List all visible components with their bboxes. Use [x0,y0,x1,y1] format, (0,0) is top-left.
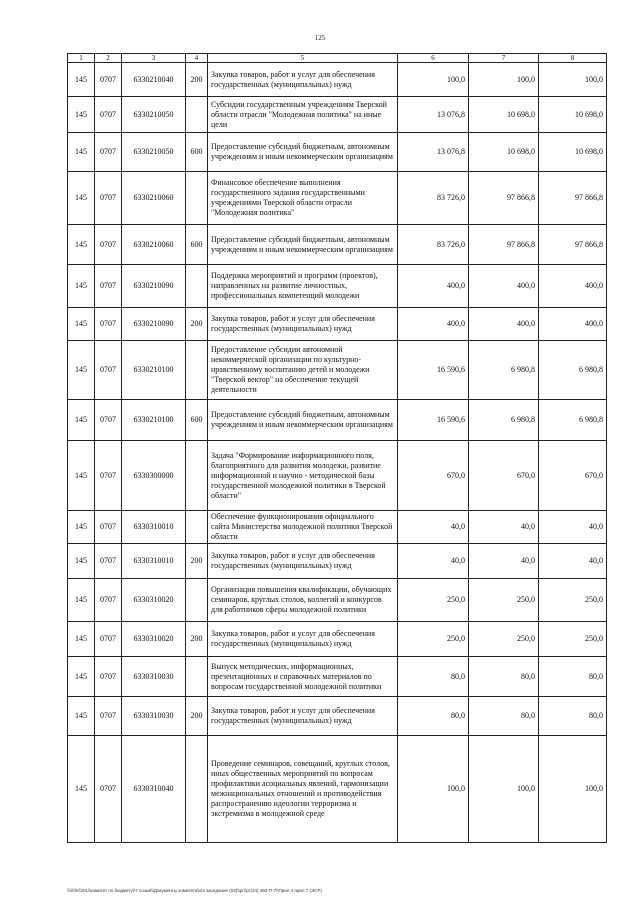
description: Предоставление субсидии автономной некоммерческой организации по культурно-нравственному воспитанию детей и молодежи "Тверской вектор" на обеспечение текущей деятельности [208,341,398,400]
amount-col6: 250,0 [398,579,469,622]
description: Обеспечение функционирования официального сайта Министерства молодежной политики Тверской области [208,511,398,544]
amount-col8: 400,0 [539,265,607,308]
expense-type-code: 600 [186,133,208,172]
column-number-2: 2 [95,54,122,63]
footer-file-path: \\\\\\fs\\\\01\\комитет по бюджету\\7 созыв\\Документы комитета\\24 заседание (04)\\рг\\рг(24) 450-П-7\\Прил 4 прил 7 (ЭСР) [67,888,322,893]
admin-code: 145 [68,400,95,441]
table-row [68,172,607,225]
table-row [68,308,607,341]
amount-col8: 10 698,0 [539,97,607,133]
section-code: 0707 [95,97,122,133]
target-article-code: 6330210040 [122,63,186,97]
amount-col6: 16 590,6 [398,341,469,400]
table-row [68,225,607,265]
amount-col6: 670,0 [398,441,469,511]
column-number-5: 5 [208,54,398,63]
admin-code: 145 [68,657,95,697]
amount-col7: 400,0 [469,308,539,341]
admin-code: 145 [68,265,95,308]
target-article-code: 6330310040 [122,736,186,843]
amount-col8: 400,0 [539,308,607,341]
page-number: 125 [314,34,326,42]
table-row [68,441,607,511]
expense-type-code: 600 [186,400,208,441]
amount-col8: 670,0 [539,441,607,511]
amount-col6: 400,0 [398,308,469,341]
admin-code: 145 [68,622,95,657]
amount-col6: 13 076,8 [398,97,469,133]
section-code: 0707 [95,265,122,308]
description: Закупка товаров, работ и услуг для обеспечения государственных (муниципальных) нужд [208,697,398,736]
description: Выпуск методических, информационных, презентационных и справочных материалов по вопросам государственной молодежной политики [208,657,398,697]
expense-type-code [186,657,208,697]
table-row [68,341,607,400]
amount-col8: 40,0 [539,544,607,579]
section-code: 0707 [95,511,122,544]
table-row [68,697,607,736]
expense-type-code: 600 [186,225,208,265]
amount-col7: 80,0 [469,657,539,697]
expense-type-code [186,736,208,843]
column-number-4: 4 [186,54,208,63]
target-article-code: 6330210100 [122,341,186,400]
section-code: 0707 [95,736,122,843]
column-number-6: 6 [398,54,469,63]
budget-table [67,53,607,843]
admin-code: 145 [68,341,95,400]
description: Предоставление субсидий бюджетным, автономным учреждениям и иным некоммерческим организациям [208,400,398,441]
column-number-8: 8 [539,54,607,63]
target-article-code: 6330210060 [122,172,186,225]
amount-col7: 40,0 [469,544,539,579]
expense-type-code: 200 [186,622,208,657]
admin-code: 145 [68,441,95,511]
table-row [68,579,607,622]
table-row [68,63,607,97]
column-number-3: 3 [122,54,186,63]
amount-col7: 250,0 [469,622,539,657]
section-code: 0707 [95,622,122,657]
description: Закупка товаров, работ и услуг для обеспечения государственных (муниципальных) нужд [208,63,398,97]
expense-type-code: 200 [186,63,208,97]
amount-col7: 6 980,8 [469,400,539,441]
amount-col7: 97 866,8 [469,172,539,225]
expense-type-code [186,265,208,308]
table-row [68,736,607,843]
amount-col8: 97 866,8 [539,225,607,265]
admin-code: 145 [68,133,95,172]
admin-code: 145 [68,172,95,225]
amount-col6: 250,0 [398,622,469,657]
section-code: 0707 [95,63,122,97]
admin-code: 145 [68,225,95,265]
description: Финансовое обеспечение выполнения государственного задания государственными учреждениями Тверской области отрасли "Молодежная политика" [208,172,398,225]
expense-type-code [186,341,208,400]
description: Субсидии государственным учреждениям Тверской области отрасли "Молодежная политика" на иные цели [208,97,398,133]
section-code: 0707 [95,544,122,579]
amount-col6: 100,0 [398,736,469,843]
amount-col8: 100,0 [539,63,607,97]
section-code: 0707 [95,657,122,697]
description: Предоставление субсидий бюджетным, автономным учреждениям и иным некоммерческим организациям [208,133,398,172]
target-article-code: 6330210050 [122,97,186,133]
amount-col6: 13 076,8 [398,133,469,172]
section-code: 0707 [95,172,122,225]
description: Закупка товаров, работ и услуг для обеспечения государственных (муниципальных) нужд [208,544,398,579]
amount-col7: 6 980,8 [469,341,539,400]
expense-type-code: 200 [186,308,208,341]
amount-col8: 40,0 [539,511,607,544]
expense-type-code [186,172,208,225]
target-article-code: 6330210090 [122,265,186,308]
amount-col8: 250,0 [539,579,607,622]
amount-col8: 80,0 [539,697,607,736]
amount-col8: 10 698,0 [539,133,607,172]
amount-col8: 80,0 [539,657,607,697]
table-row [68,657,607,697]
amount-col6: 80,0 [398,697,469,736]
section-code: 0707 [95,697,122,736]
section-code: 0707 [95,579,122,622]
column-number-1: 1 [68,54,95,63]
admin-code: 145 [68,697,95,736]
amount-col7: 40,0 [469,511,539,544]
target-article-code: 6330300000 [122,441,186,511]
amount-col7: 10 698,0 [469,97,539,133]
amount-col8: 6 980,8 [539,341,607,400]
amount-col8: 250,0 [539,622,607,657]
target-article-code: 6330310020 [122,579,186,622]
admin-code: 145 [68,544,95,579]
table-row [68,265,607,308]
admin-code: 145 [68,308,95,341]
expense-type-code [186,579,208,622]
amount-col7: 100,0 [469,63,539,97]
target-article-code: 6330310030 [122,697,186,736]
table-row [68,511,607,544]
expense-type-code [186,441,208,511]
amount-col7: 400,0 [469,265,539,308]
section-code: 0707 [95,341,122,400]
description: Закупка товаров, работ и услуг для обеспечения государственных (муниципальных) нужд [208,308,398,341]
amount-col6: 80,0 [398,657,469,697]
amount-col8: 97 866,8 [539,172,607,225]
amount-col6: 16 590,6 [398,400,469,441]
table-row [68,97,607,133]
amount-col6: 100,0 [398,63,469,97]
amount-col7: 10 698,0 [469,133,539,172]
table-row [68,544,607,579]
column-number-header [68,54,607,63]
amount-col7: 100,0 [469,736,539,843]
admin-code: 145 [68,736,95,843]
expense-type-code [186,511,208,544]
amount-col8: 6 980,8 [539,400,607,441]
section-code: 0707 [95,133,122,172]
amount-col7: 670,0 [469,441,539,511]
target-article-code: 6330310010 [122,511,186,544]
expense-type-code [186,97,208,133]
admin-code: 145 [68,511,95,544]
amount-col6: 83 726,0 [398,225,469,265]
amount-col6: 40,0 [398,511,469,544]
target-article-code: 6330210050 [122,133,186,172]
description: Закупка товаров, работ и услуг для обеспечения государственных (муниципальных) нужд [208,622,398,657]
description: Задача "Формирование информационного поля, благоприятного для развития молодежи, развитие информационной и научно - методической базы государственной молодежной политики в Тверской области" [208,441,398,511]
expense-type-code: 200 [186,697,208,736]
target-article-code: 6330210100 [122,400,186,441]
description: Организация повышения квалификации, обучающих семинаров, круглых столов, коллегий и конкурсов для работников сферы молодежной политики [208,579,398,622]
description: Предоставление субсидий бюджетным, автономным учреждениям и иным некоммерческим организациям [208,225,398,265]
expense-type-code: 200 [186,544,208,579]
description: Поддержка мероприятий и программ (проектов), направленных на развитие личностных, профессиональных компетенций молодежи [208,265,398,308]
amount-col7: 250,0 [469,579,539,622]
table-row [68,133,607,172]
column-number-7: 7 [469,54,539,63]
section-code: 0707 [95,441,122,511]
amount-col7: 80,0 [469,697,539,736]
amount-col6: 400,0 [398,265,469,308]
target-article-code: 6330210060 [122,225,186,265]
table-row [68,400,607,441]
amount-col7: 97 866,8 [469,225,539,265]
section-code: 0707 [95,225,122,265]
section-code: 0707 [95,308,122,341]
admin-code: 145 [68,97,95,133]
target-article-code: 6330310020 [122,622,186,657]
target-article-code: 6330310010 [122,544,186,579]
description: Проведение семинаров, совещаний, круглых столов, иных общественных мероприятий по вопросам профилактики асоциальных явлений, гармонизации межнациональных отношений и противодействия распространению идеологии терроризма и экстремизма в молодежной среде [208,736,398,843]
admin-code: 145 [68,579,95,622]
admin-code: 145 [68,63,95,97]
section-code: 0707 [95,400,122,441]
amount-col6: 83 726,0 [398,172,469,225]
amount-col8: 100,0 [539,736,607,843]
table-row [68,622,607,657]
target-article-code: 6330310030 [122,657,186,697]
amount-col6: 40,0 [398,544,469,579]
target-article-code: 6330210090 [122,308,186,341]
